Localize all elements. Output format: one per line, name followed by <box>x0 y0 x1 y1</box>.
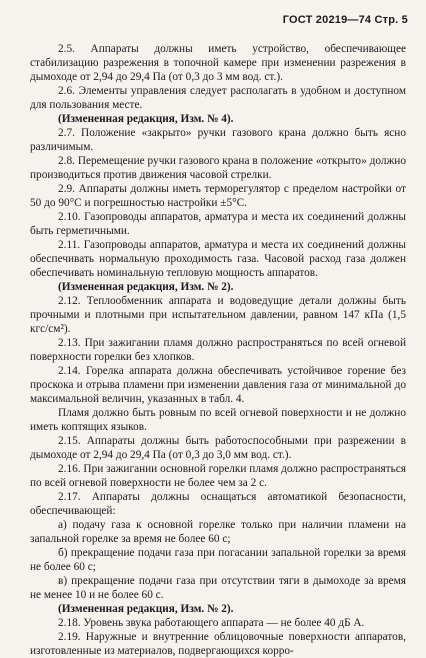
clause-2-7: 2.7. Положение «закрыто» ручки газового крана должно быть ясно различимым. <box>30 127 406 153</box>
clause-2-14-flame: Пламя должно быть ровным по всей огневой поверхности и не должно иметь коптящих языков. <box>30 407 406 433</box>
page-header <box>283 14 408 26</box>
clause-2-14: 2.14. Горелка аппарата должна обеспечивать устойчивое горение без проскока и отрыва пламени при изменении давления газа от минимальной до максимальной величин, указанных в табл. 4. <box>30 365 406 405</box>
clause-2-17-a: а) подачу газа к основной горелке только при наличии пламени на запальной горелке за время не более 60 с; <box>30 519 406 545</box>
clause-2-8: 2.8. Перемещение ручки газового крана в положение «открыто» должно производиться против движения часовой стрелки. <box>30 155 406 181</box>
clause-2-18: 2.18. Уровень звука работающего аппарата — не более 40 дБ А. <box>58 617 365 629</box>
standard-number: ГОСТ 20219—74 <box>282 14 372 26</box>
clause-2-17-c: в) прекращение подачи газа при отсутствии тяги в дымоходе за время не менее 10 и не более 60 с. <box>30 575 406 601</box>
clause-2-16: 2.16. При зажигании основной горелки пламя должно распространяться по всей огневой поверхности не более чем за 2 с. <box>30 463 406 489</box>
clause-2-6: 2.6. Элементы управления следует располагать в удобном и доступном для пользования месте. <box>30 85 406 111</box>
clause-2-9: 2.9. Аппараты должны иметь терморегулятор с пределом настройки от 50 до 90°С и погрешностью настройки ±5°С. <box>30 183 406 209</box>
amendment-note: (Измененная редакция, Изм. № 4). <box>58 113 234 125</box>
amendment-note: (Измененная редакция, Изм. № 2). <box>58 603 234 615</box>
clause-2-5: 2.5. Аппараты должны иметь устройство, обеспечивающее стабилизацию разрежения в топочной камере при изменении разрежения в дымоходе от 2,94 до 29,4 Па (от 0,3 до 3 мм вод. ст.). <box>30 43 406 83</box>
clause-2-11: 2.11. Газопроводы аппаратов, арматура и места их соединений должны обеспечивать нормальную проходимость газа. Часовой расход газа должен обеспечивать номинальную тепловую мощность аппаратов. <box>30 239 406 279</box>
amendment-note: (Измененная редакция, Изм. № 2). <box>58 281 234 293</box>
clause-2-12: 2.12. Теплообменник аппарата и водоведущие детали должны быть прочными и плотными при испытательном давлении, равном 147 кПа (1,5 кгс/см²). <box>30 295 406 335</box>
clause-2-17-b: б) прекращение подачи газа при погасании запальной горелки за время не более 60 с; <box>30 547 406 573</box>
clause-2-10: 2.10. Газопроводы аппаратов, арматура и места их соединений должны быть герметичными. <box>30 211 406 237</box>
document-body <box>30 42 406 658</box>
clause-2-13: 2.13. При зажигании пламя должно распространяться по всей огневой поверхности горелки без хлопков. <box>30 337 406 363</box>
clause-2-19: 2.19. Наружные и внутренние облицовочные поверхности аппаратов, изготовленные из материалов, подвергающихся корро- <box>30 631 406 657</box>
clause-2-17: 2.17. Аппараты должны оснащаться автоматикой безопасности, обеспечивающей: <box>30 491 406 517</box>
page-number: Стр. 5 <box>374 14 408 26</box>
clause-2-15: 2.15. Аппараты должны быть работоспособными при разрежении в дымоходе от 2,94 до 29,4 Па (от 0,3 до 3,0 мм вод. ст.). <box>30 435 406 461</box>
